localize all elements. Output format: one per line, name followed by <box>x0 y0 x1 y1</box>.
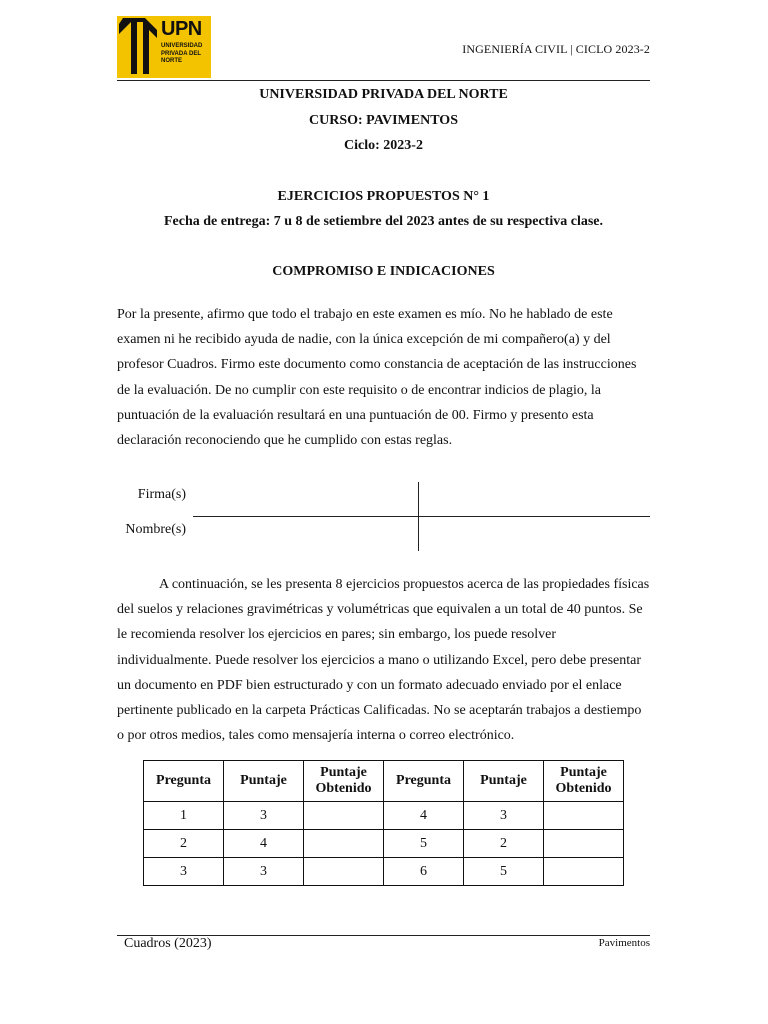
header-cell: Pregunta <box>384 761 464 802</box>
table-cell <box>304 830 384 858</box>
header-cell: Pregunta <box>144 761 224 802</box>
table-cell: 5 <box>384 830 464 858</box>
header-cell: Puntaje <box>224 761 304 802</box>
firma-label: Firma(s) <box>137 487 186 502</box>
signature-divider <box>418 482 419 551</box>
commitment-paragraph: Por la presente, afirmo que todo el trabajo en este examen es mío. No he hablado de este examen ni he recibido ayuda de nadie, con la única excepción de mi compañero(a) y del profesor Cuadros. Firmo este documento como constancia de aceptación de las instrucciones de la evaluación. De no cumplir con este requisito o de encontrar indicios de plagio, la puntuación de la evaluación resultará en una puntuación de 00. Firmo y presento esta declaración reconociendo que he cumplido con estas reglas. <box>117 307 637 449</box>
instructions-paragraph: A continuación, se les presenta 8 ejercicios propuestos acerca de las propiedades físicas del suelos y relaciones gravimétricas y volumétricas que equivalen a un total de 40 puntos. Se le recomienda resolver los ejercicios en pares; sin embargo, los puede resolver individualmente. Puede resolver los ejercicios a mano o utilizando Excel, pero debe presentar un documento en PDF bien estructurado y con un formato adecuado enviado por el enlace pertinente publicado en la carpeta Prácticas Calificadas. No se aceptarán trabajos a destiempo o por otros medios, tales como mensajería interna o correo electrónico. <box>117 577 650 744</box>
signature-line <box>193 516 650 517</box>
table-cell <box>544 858 624 886</box>
due-date: Fecha de entrega: 7 u 8 de setiembre del 2023 antes de su respectiva clase. <box>164 214 603 229</box>
table-cell: 5 <box>464 858 544 886</box>
table-cell <box>544 830 624 858</box>
scores-table <box>143 760 624 886</box>
header-cell: Puntaje Obtenido <box>544 761 624 802</box>
footer-course: Pavimentos <box>598 937 650 949</box>
footer-author: Cuadros (2023) <box>124 936 212 951</box>
table-cell: 3 <box>224 802 304 830</box>
header-cell: Puntaje Obtenido <box>304 761 384 802</box>
header-cell: Puntaje <box>464 761 544 802</box>
logo-subtitle: UNIVERSIDAD PRIVADA DEL NORTE <box>161 43 203 65</box>
header-divider <box>117 80 650 81</box>
table-header-row <box>144 761 624 802</box>
table-cell: 4 <box>224 830 304 858</box>
table-cell <box>304 802 384 830</box>
commitment-heading: COMPROMISO E INDICACIONES <box>272 264 495 279</box>
course-title: CURSO: PAVIMENTOS <box>309 113 458 128</box>
table-cell: 4 <box>384 802 464 830</box>
table-cell: 2 <box>464 830 544 858</box>
table-cell: 6 <box>384 858 464 886</box>
exercise-title: EJERCICIOS PROPUESTOS N° 1 <box>277 189 490 204</box>
table-cell: 3 <box>144 858 224 886</box>
table-row <box>144 802 624 830</box>
cycle-title: Ciclo: 2023-2 <box>344 138 423 153</box>
upn-logo-mark-icon <box>117 16 161 78</box>
table-cell: 3 <box>224 858 304 886</box>
upn-logo <box>117 16 211 78</box>
logo-name: UPN <box>161 18 202 40</box>
table-cell <box>304 858 384 886</box>
header-program: INGENIERÍA CIVIL | CICLO 2023-2 <box>462 42 650 56</box>
table-row <box>144 830 624 858</box>
table-cell: 3 <box>464 802 544 830</box>
nombre-label: Nombre(s) <box>125 522 186 537</box>
table-cell <box>544 802 624 830</box>
university-title: UNIVERSIDAD PRIVADA DEL NORTE <box>259 87 508 102</box>
table-cell: 2 <box>144 830 224 858</box>
table-row <box>144 858 624 886</box>
table-cell: 1 <box>144 802 224 830</box>
